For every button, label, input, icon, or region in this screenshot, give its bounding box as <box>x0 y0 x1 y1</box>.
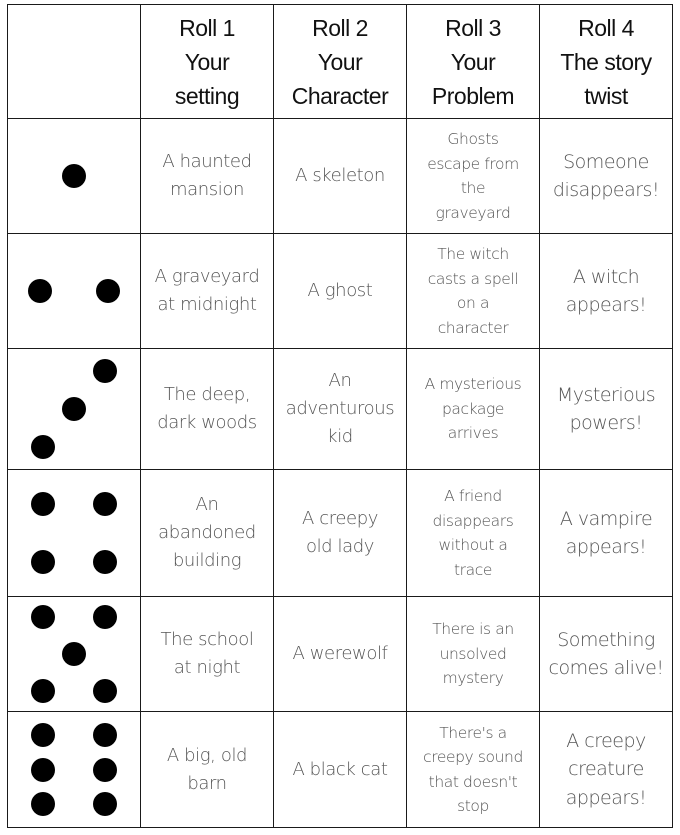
die-pip <box>28 279 52 303</box>
die-pip <box>93 758 117 782</box>
die-pip <box>31 605 55 629</box>
setting-text-line: The deep, <box>163 384 251 405</box>
die-pip <box>93 359 117 383</box>
setting-cell <box>141 119 274 234</box>
twist-text-line: appears! <box>565 294 647 316</box>
die-cell <box>8 119 141 234</box>
problem-cell <box>407 597 540 712</box>
die-pip <box>31 550 55 574</box>
die-pip <box>31 492 55 516</box>
problem-text-line: A mysterious <box>424 375 522 394</box>
table-row <box>8 234 673 349</box>
setting-text-line: mansion <box>170 179 244 200</box>
header-character <box>274 5 407 119</box>
problem-cell <box>407 349 540 470</box>
character-text-line: An <box>328 370 352 391</box>
problem-text-line: unsolved <box>439 644 507 663</box>
problem-text-line: disappears <box>432 511 514 530</box>
problem-cell <box>407 119 540 234</box>
character-text-line: kid <box>327 426 353 447</box>
die-face-1 <box>14 120 134 233</box>
twist-text-line: disappears! <box>552 179 660 201</box>
die-pip <box>93 679 117 703</box>
twist-cell <box>540 349 673 470</box>
problem-cell <box>407 712 540 828</box>
twist-text-line: powers! <box>569 412 643 434</box>
die-pip <box>62 164 86 188</box>
setting-cell <box>141 234 274 349</box>
problem-text-line: creepy sound <box>423 748 523 766</box>
header-line: The story <box>560 48 652 75</box>
header-setting <box>141 5 274 119</box>
problem-text-line: without a <box>438 536 508 554</box>
die-face-6 <box>14 713 134 827</box>
twist-text-line: appears! <box>565 536 647 558</box>
character-cell <box>274 349 407 470</box>
twist-cell <box>540 597 673 712</box>
die-cell <box>8 349 141 470</box>
setting-cell <box>141 470 274 597</box>
setting-text-line: A graveyard <box>154 266 260 287</box>
header-twist <box>540 5 673 119</box>
setting-text-line: building <box>172 550 242 571</box>
twist-text-line: Mysterious <box>556 383 656 406</box>
story-dice-table <box>7 4 673 828</box>
problem-text-line: There's a <box>439 723 507 742</box>
table-row <box>8 349 673 470</box>
setting-text-line: A haunted <box>162 151 252 172</box>
die-pip <box>93 605 117 629</box>
problem-text-line: The witch <box>437 245 509 263</box>
header-line: Your <box>450 48 496 75</box>
setting-text-line: A big, old <box>166 744 248 766</box>
die-pip <box>93 550 117 574</box>
table-row <box>8 597 673 712</box>
problem-text-line: that doesn't <box>428 772 518 791</box>
twist-text-line: Someone <box>563 150 649 173</box>
character-cell <box>274 712 407 828</box>
setting-cell <box>141 712 274 828</box>
die-pip <box>31 758 55 782</box>
header-line: setting <box>174 82 240 109</box>
die-face-4 <box>14 471 134 596</box>
die-pip <box>31 435 55 459</box>
twist-text-line: Something <box>557 628 655 651</box>
problem-text-line: casts a spell <box>427 269 519 288</box>
die-face-5 <box>14 598 134 711</box>
setting-text-line: at midnight <box>157 294 257 315</box>
problem-text-line: trace <box>453 560 492 579</box>
problem-text-line: on a <box>456 294 490 312</box>
setting-text-line: at night <box>173 657 241 678</box>
character-cell <box>274 234 407 349</box>
problem-cell <box>407 470 540 597</box>
problem-text-line: mystery <box>442 669 504 688</box>
die-cell <box>8 470 141 597</box>
problem-text-line: character <box>437 318 509 337</box>
setting-cell <box>141 349 274 470</box>
die-face-3 <box>14 350 134 469</box>
twist-text-line: A creepy <box>566 729 646 752</box>
die-pip <box>31 792 55 816</box>
twist-text-line: comes alive! <box>548 657 664 679</box>
problem-text-line: package <box>441 399 505 418</box>
die-pip <box>62 397 86 421</box>
header-line: twist <box>584 82 628 109</box>
setting-text-line: An <box>195 494 219 515</box>
table-row <box>8 470 673 597</box>
twist-text-line: creature <box>568 758 644 781</box>
twist-cell <box>540 712 673 828</box>
setting-text-line: abandoned <box>158 522 256 543</box>
problem-text-line: the <box>460 179 486 197</box>
twist-text-line: appears! <box>565 786 647 809</box>
twist-text-line: A witch <box>572 265 640 288</box>
character-text-line: A skeleton <box>295 165 385 186</box>
die-pip <box>93 492 117 516</box>
twist-text-line: A vampire <box>559 507 653 530</box>
problem-text-line: A friend <box>444 487 502 505</box>
character-text-line: adventurous <box>285 398 395 419</box>
header-problem <box>407 5 540 119</box>
header-line: Roll 4 <box>578 14 634 41</box>
die-cell <box>8 597 141 712</box>
die-pip <box>96 279 120 303</box>
die-pip <box>93 723 117 747</box>
character-cell <box>274 470 407 597</box>
character-text-line: A creepy <box>302 508 378 529</box>
die-face-2 <box>14 235 134 348</box>
table-row <box>8 119 673 234</box>
header-row <box>8 5 673 119</box>
header-line: Problem <box>431 82 515 109</box>
twist-cell <box>540 119 673 234</box>
problem-text-line: stop <box>457 797 489 815</box>
character-text-line: A black cat <box>292 758 388 780</box>
character-text-line: A werewolf <box>292 643 388 664</box>
die-pip <box>62 642 86 666</box>
setting-cell <box>141 597 274 712</box>
setting-text-line: dark woods <box>157 412 257 433</box>
header-line: Roll 2 <box>312 14 368 41</box>
character-cell <box>274 597 407 712</box>
character-text-line: A ghost <box>307 280 373 301</box>
problem-text-line: escape from <box>427 154 519 173</box>
die-cell <box>8 712 141 828</box>
character-cell <box>274 119 407 234</box>
problem-text-line: arrives <box>447 424 499 443</box>
header-line: Roll 3 <box>445 14 501 41</box>
header-line: Your <box>317 48 363 75</box>
die-cell <box>8 234 141 349</box>
header-line: Character <box>291 82 389 109</box>
problem-text-line: graveyard <box>435 203 511 222</box>
die-pip <box>31 723 55 747</box>
problem-text-line: There is an <box>432 620 514 639</box>
die-pip <box>31 679 55 703</box>
twist-cell <box>540 470 673 597</box>
header-line: Your <box>184 48 230 75</box>
problem-text-line: Ghosts <box>447 130 499 148</box>
twist-cell <box>540 234 673 349</box>
header-line: Roll 1 <box>179 14 235 41</box>
setting-text-line: barn <box>187 772 227 794</box>
character-text-line: old lady <box>305 536 375 557</box>
corner-cell <box>8 5 141 119</box>
setting-text-line: The school <box>160 629 254 650</box>
die-pip <box>93 792 117 816</box>
problem-cell <box>407 234 540 349</box>
table-row <box>8 712 673 828</box>
